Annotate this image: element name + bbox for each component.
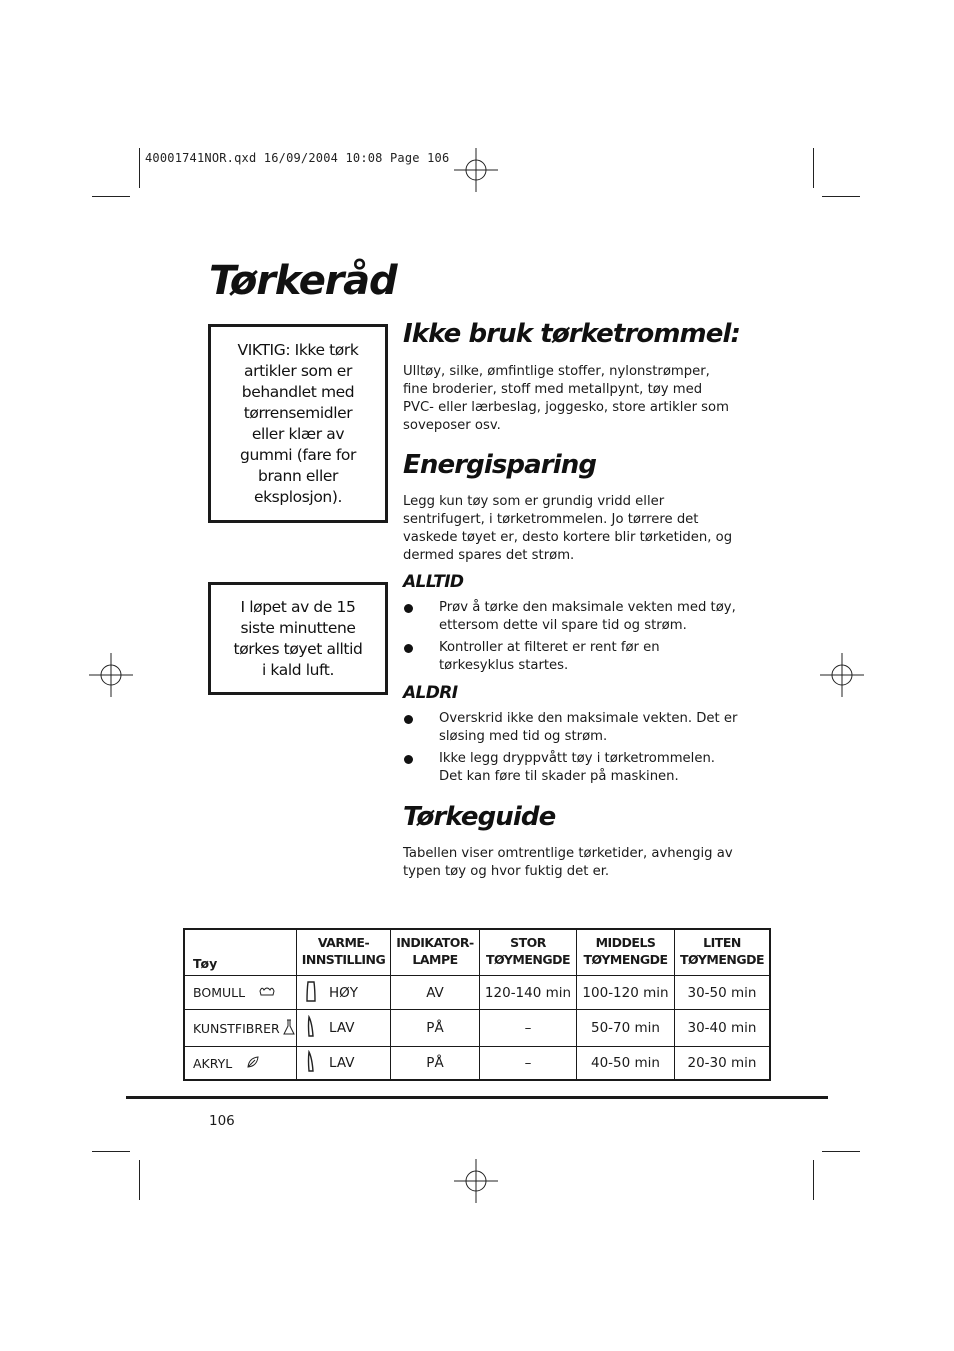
heat-high-icon bbox=[305, 980, 317, 1006]
registration-mark-icon bbox=[454, 1159, 498, 1203]
cotton-wash-icon bbox=[259, 985, 275, 1000]
crop-mark bbox=[813, 148, 814, 188]
crop-mark bbox=[822, 196, 860, 197]
table-cell-medium: 40-50 min bbox=[591, 1055, 660, 1071]
list-item: Kontroller at filteret er rent før en tørkesyklus startes. bbox=[439, 640, 660, 673]
table-cell-heat: LAV bbox=[297, 1047, 390, 1079]
list-item: Ikke legg dryppvått tøy i tørketrommelen. Det kan føre til skader på maskinen. bbox=[439, 751, 716, 784]
subheading-always: ALLTID bbox=[403, 572, 464, 592]
registration-mark-icon bbox=[454, 148, 498, 192]
printer-slug: 40001741NOR.qxd 16/09/2004 10:08 Page 106 bbox=[145, 151, 450, 165]
table-cell-fabric: AKRYL bbox=[185, 1047, 296, 1079]
acrylic-leaf-icon bbox=[246, 1055, 260, 1072]
registration-mark-icon bbox=[89, 653, 133, 697]
synthetics-flask-icon bbox=[283, 1019, 295, 1038]
heat-low-icon bbox=[305, 1050, 317, 1076]
bullet-icon bbox=[404, 755, 413, 764]
bullet-icon bbox=[404, 715, 413, 724]
table-cell-lamp: AV bbox=[426, 984, 444, 1001]
table-header: Tøy bbox=[193, 956, 218, 971]
table-cell-lamp: PÅ bbox=[426, 1020, 444, 1036]
crop-mark bbox=[139, 148, 140, 188]
section-body-energy: Legg kun tøy som er grundig vridd eller sentrifugert, i tørketrommelen. Jo tørrere det vaskede tøyet er, desto kortere blir tørketiden, og dermed spares det strøm. bbox=[403, 494, 733, 563]
table-header: LITEN TØYMENGDE bbox=[679, 935, 765, 967]
crop-mark bbox=[139, 1160, 140, 1200]
drying-guide-table bbox=[183, 928, 771, 1081]
table-cell-small: 30-40 min bbox=[687, 1020, 757, 1036]
warning-text: VIKTIG: Ikke tørk artikler som er behandlet med tørrensemidler eller klær av gummi (fare for brann eller eksplosjon). bbox=[237, 340, 359, 506]
section-heading-energy: Energisparing bbox=[403, 450, 597, 480]
info-box bbox=[208, 582, 388, 695]
warning-box bbox=[208, 324, 388, 523]
table-cell-small: 20-30 min bbox=[687, 1055, 757, 1071]
info-text: I løpet av de 15 siste minuttene tørkes tøyet alltid i kald luft. bbox=[233, 597, 363, 679]
section-body-no-dryer: Ulltøy, silke, ømfintlige stoffer, nylonstrømper, fine broderier, stoff med metallpynt, tøy med PVC- eller lærbeslag, joggesko, store artikler som soveposer osv. bbox=[403, 364, 729, 433]
crop-mark bbox=[92, 1151, 130, 1152]
footer-rule bbox=[126, 1096, 828, 1099]
table-cell-large: 120-140 min bbox=[484, 984, 572, 1001]
bullet-icon bbox=[404, 644, 413, 653]
table-cell-heat: HØY bbox=[297, 976, 390, 1009]
table-cell-lamp: PÅ bbox=[426, 1055, 444, 1071]
heat-low-icon bbox=[305, 1015, 317, 1041]
subheading-never: ALDRI bbox=[403, 683, 458, 703]
section-heading-guide: Tørkeguide bbox=[403, 802, 556, 832]
table-cell-large: – bbox=[524, 1055, 532, 1071]
table-cell-medium: 100-120 min bbox=[582, 984, 669, 1001]
table-header: STOR TØYMENGDE bbox=[485, 935, 571, 967]
table-header: MIDDELS TØYMENGDE bbox=[583, 935, 668, 967]
page-number: 106 bbox=[209, 1113, 235, 1129]
crop-mark bbox=[813, 1160, 814, 1200]
table-cell-fabric: BOMULL bbox=[185, 976, 296, 1009]
table-cell-fabric: KUNSTFIBRER bbox=[185, 1010, 296, 1046]
registration-mark-icon bbox=[820, 653, 864, 697]
list-item: Prøv å tørke den maksimale vekten med tøy, ettersom dette vil spare tid og strøm. bbox=[439, 600, 736, 633]
page-title: Tørkeråd bbox=[209, 258, 397, 304]
table-cell-medium: 50-70 min bbox=[591, 1020, 660, 1036]
table-header: INDIKATOR- LAMPE bbox=[396, 935, 474, 967]
section-heading-no-dryer: Ikke bruk tørketrommel: bbox=[403, 319, 740, 349]
table-header: VARME- INNSTILLING bbox=[301, 935, 386, 967]
section-body-guide: Tabellen viser omtrentlige tørketider, avhengig av typen tøy og hvor fuktig det er. bbox=[403, 846, 733, 879]
list-item: Overskrid ikke den maksimale vekten. Det er sløsing med tid og strøm. bbox=[439, 711, 738, 744]
crop-mark bbox=[822, 1151, 860, 1152]
table-cell-small: 30-50 min bbox=[687, 984, 757, 1001]
crop-mark bbox=[92, 196, 130, 197]
bullet-icon bbox=[404, 604, 413, 613]
table-cell-heat: LAV bbox=[297, 1010, 390, 1046]
table-cell-large: – bbox=[524, 1020, 532, 1036]
